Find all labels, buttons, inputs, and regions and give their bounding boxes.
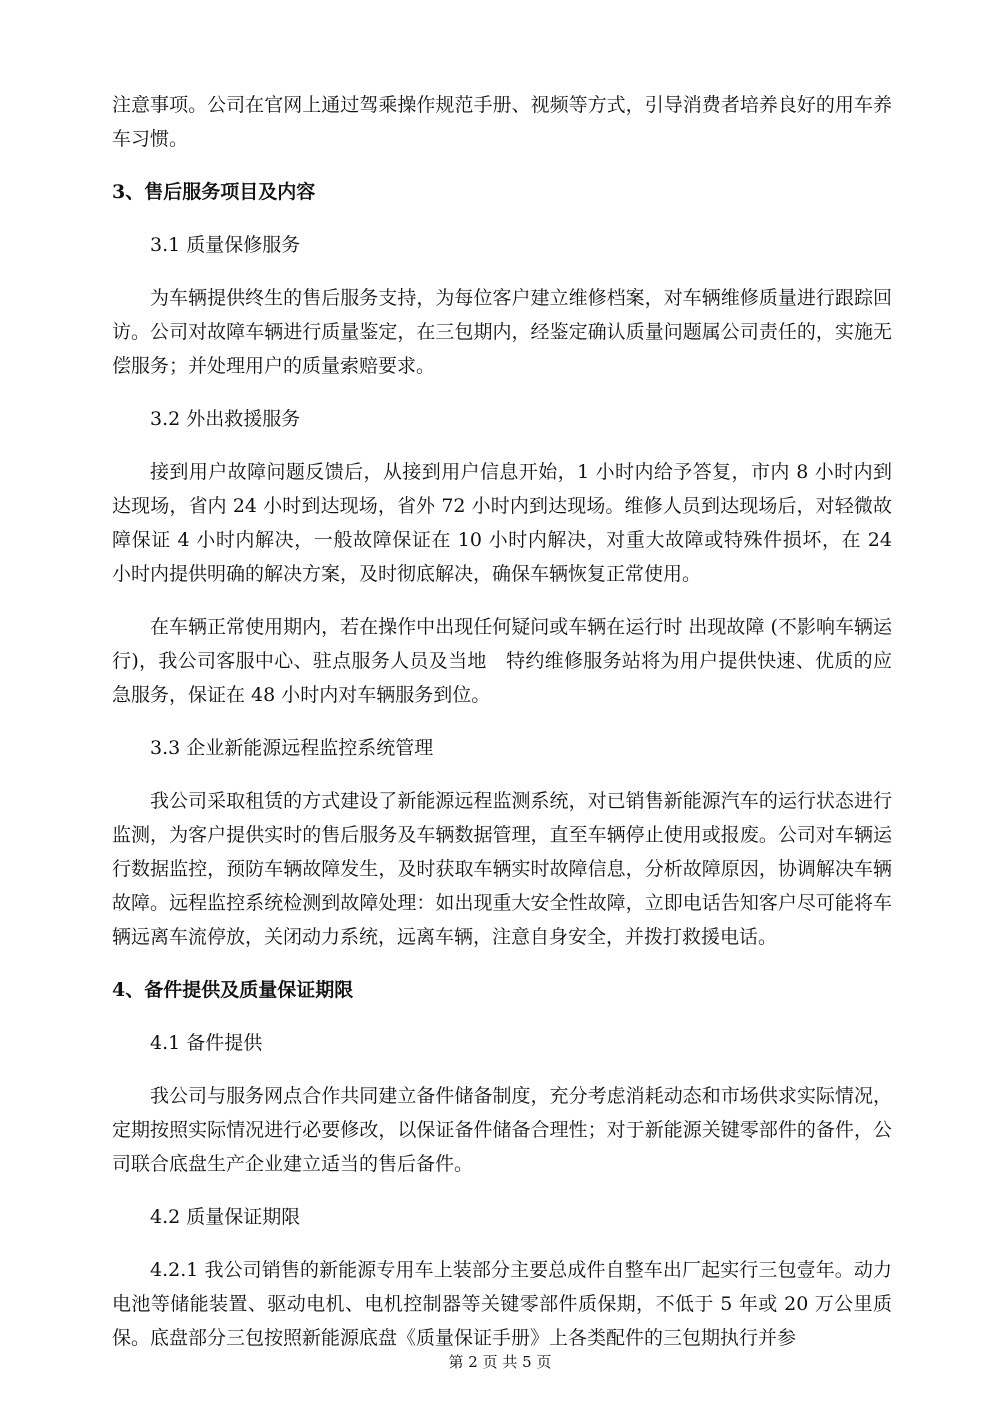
section-3-2-paragraph-2: 在车辆正常使用期内，若在操作中出现任何疑问或车辆在运行时 出现故障 (不影响车辆运行)，我公司客服中心、驻点服务人员及当地 特约维修服务站将为用户提供快速、优质的应急服务，保证在 48 小时内对车辆服务到位。 xyxy=(112,616,892,706)
section-3-heading: 3、售后服务项目及内容 xyxy=(112,181,316,203)
section-3-1-paragraph: 为车辆提供终生的售后服务支持，为每位客户建立维修档案，对车辆维修质量进行跟踪回访。公司对故障车辆进行质量鉴定，在三包期内，经鉴定确认质量问题属公司责任的，实施无偿服务；并处理用户的质量索赔要求。 xyxy=(112,287,892,377)
section-3-1-heading: 3.1 质量保修服务 xyxy=(150,234,301,256)
section-4-1-heading: 4.1 备件提供 xyxy=(150,1032,263,1054)
section-4-2-1-paragraph: 4.2.1 我公司销售的新能源专用车上装部分主要总成件自整车出厂起实行三包壹年。动力电池等储能装置、驱动电机、电机控制器等关键零部件质保期，不低于 5 年或 20 万公里质保。底盘部分三包按照新能源底盘《质量保证手册》上各类配件的三包期执行并参 xyxy=(112,1259,892,1349)
section-3-3-heading: 3.3 企业新能源远程监控系统管理 xyxy=(150,737,434,759)
section-4-heading: 4、备件提供及质量保证期限 xyxy=(112,979,354,1001)
page-number-footer: 第 2 页 共 5 页 xyxy=(448,1353,552,1371)
section-3-2-heading: 3.2 外出救援服务 xyxy=(150,408,301,430)
section-4-1-paragraph: 我公司与服务网点合作共同建立备件储备制度，充分考虑消耗动态和市场供求实际情况，定期按照实际情况进行必要修改，以保证备件储备合理性；对于新能源关键零部件的备件，公司联合底盘生产企业建立适当的售后备件。 xyxy=(112,1085,892,1175)
section-3-2-paragraph-1: 接到用户故障问题反馈后，从接到用户信息开始，1 小时内给予答复，市内 8 小时内到达现场，省内 24 小时到达现场，省外 72 小时内到达现场。维修人员到达现场后，对轻微故障保证 4 小时内解决，一般故障保证在 10 小时内解决，对重大故障或特殊件损坏，在 24 小时内提供明确的解决方案，及时彻底解决，确保车辆恢复正常使用。 xyxy=(112,461,892,585)
section-4-2-heading: 4.2 质量保证期限 xyxy=(150,1206,301,1228)
section-3-3-paragraph: 我公司采取租赁的方式建设了新能源远程监测系统，对已销售新能源汽车的运行状态进行监测，为客户提供实时的售后服务及车辆数据管理，直至车辆停止使用或报废。公司对车辆运行数据监控，预防车辆故障发生，及时获取车辆实时故障信息，分析故障原因，协调解决车辆故障。远程监控系统检测到故障处理：如出现重大安全性故障，立即电话告知客户尽可能将车辆远离车流停放，关闭动力系统，远离车辆，注意自身安全，并拨打救援电话。 xyxy=(112,790,892,948)
page-content xyxy=(112,88,892,1374)
continuation-paragraph: 注意事项。公司在官网上通过驾乘操作规范手册、视频等方式，引导消费者培养良好的用车养车习惯。 xyxy=(112,94,892,150)
